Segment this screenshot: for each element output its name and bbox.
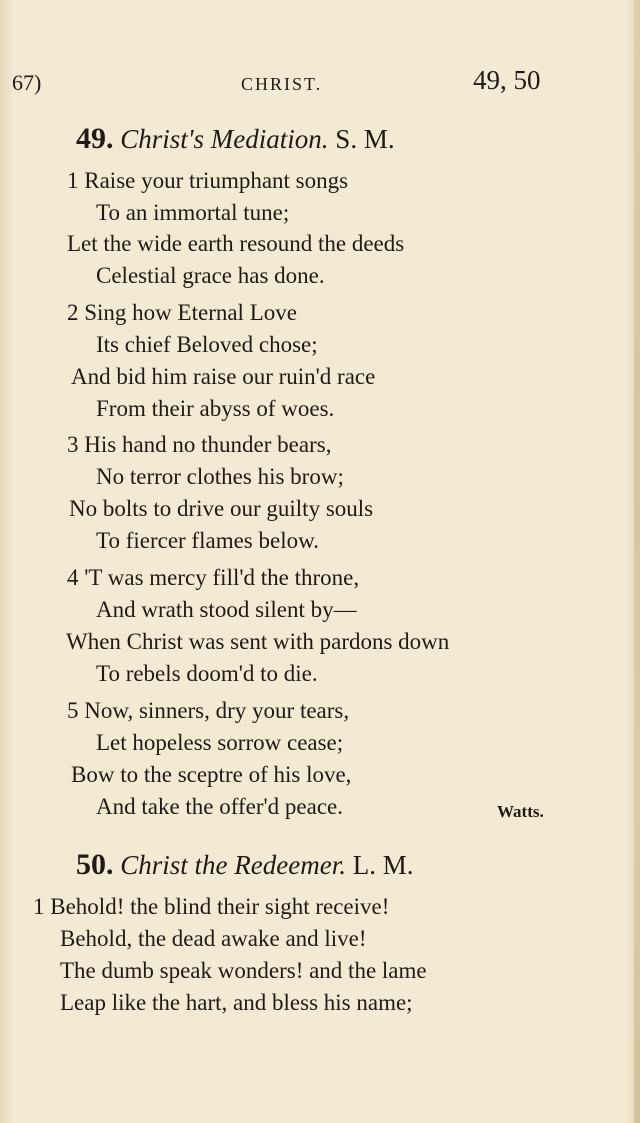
- hymn-50-heading: [76, 848, 413, 882]
- verse-line: And bid him raise our ruin'd race: [71, 364, 376, 389]
- header-page-ref: 67): [12, 70, 42, 95]
- verse-line: Let the wide earth resound the deeds: [67, 231, 405, 256]
- verse-line: Celestial grace has done.: [96, 263, 325, 288]
- verse-line: To an immortal tune;: [96, 200, 290, 225]
- verse-line: Bow to the sceptre of his love,: [71, 762, 352, 787]
- verse-line: Behold, the dead awake and live!: [60, 926, 367, 951]
- verse-line: 5 Now, sinners, dry your tears,: [67, 698, 350, 723]
- page-edge: [634, 0, 640, 1123]
- hymn-meter: L. M.: [352, 850, 414, 880]
- hymn-title: Christ the Redeemer.: [120, 850, 346, 880]
- hymn-number: 49.: [76, 122, 114, 155]
- hymn-title: Christ's Mediation.: [120, 124, 329, 154]
- verse-line: Leap like the hart, and bless his name;: [60, 990, 413, 1015]
- verse-line: Let hopeless sorrow cease;: [96, 730, 344, 755]
- verse-line: When Christ was sent with pardons down: [66, 629, 450, 654]
- verse-line: 2 Sing how Eternal Love: [67, 300, 297, 325]
- running-title: CHRIST.: [241, 74, 323, 94]
- verse-line: The dumb speak wonders! and the lame: [60, 958, 427, 983]
- hymn-number: 50.: [76, 848, 114, 881]
- verse-line: To fiercer flames below.: [96, 528, 319, 553]
- verse-line: And take the offer'd peace.: [96, 794, 344, 819]
- hymn-attribution: Watts.: [497, 802, 544, 821]
- verse-line: And wrath stood silent by—: [96, 597, 357, 622]
- verse-line: 4 'T was mercy fill'd the throne,: [67, 565, 360, 590]
- verse-line: No bolts to drive our guilty souls: [69, 496, 374, 521]
- hymn-meter: S. M.: [335, 124, 395, 154]
- hymn-range: 49, 50: [473, 65, 541, 95]
- verse-line: 1 Behold! the blind their sight receive!: [33, 894, 390, 919]
- verse-line: From their abyss of woes.: [96, 396, 335, 421]
- hymn-49-heading: [76, 122, 395, 156]
- verse-line: To rebels doom'd to die.: [96, 661, 318, 686]
- verse-line: 3 His hand no thunder bears,: [67, 432, 332, 457]
- verse-line: No terror clothes his brow;: [96, 464, 344, 489]
- verse-line: 1 Raise your triumphant songs: [67, 168, 349, 193]
- verse-line: Its chief Beloved chose;: [96, 332, 318, 357]
